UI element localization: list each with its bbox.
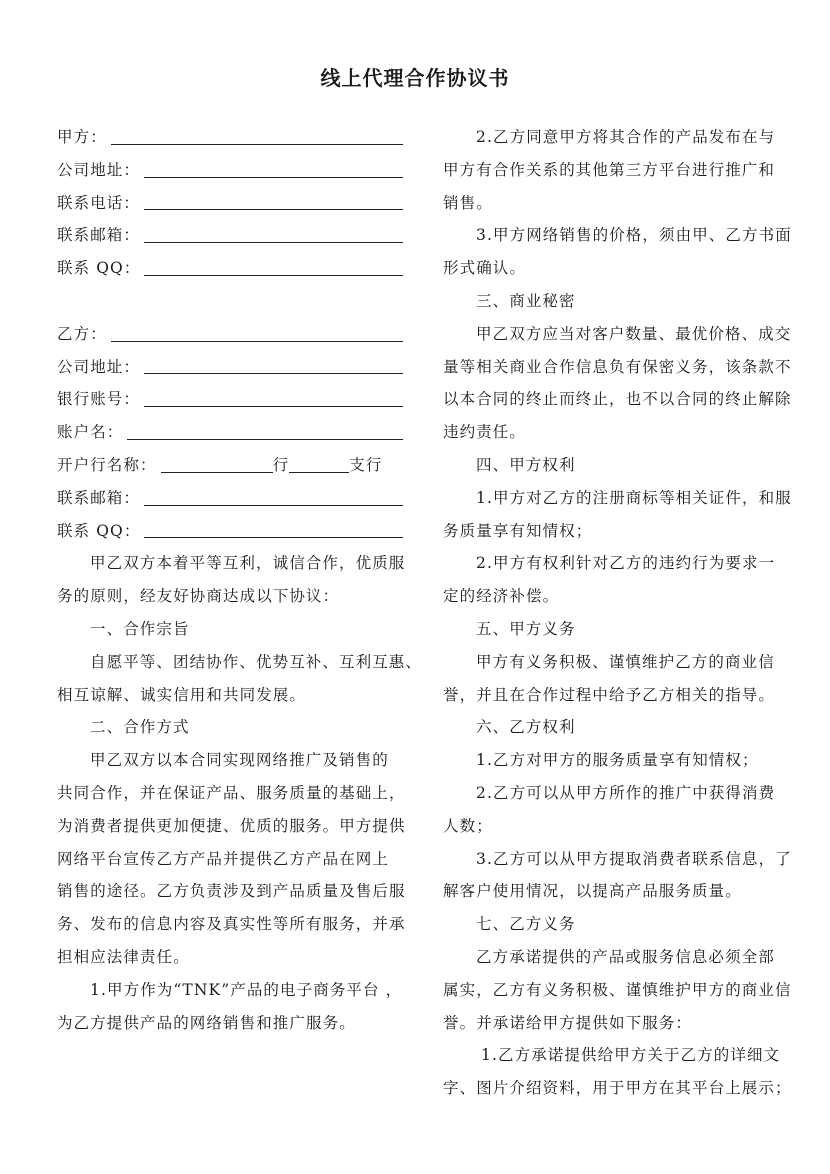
text-line: 甲乙双方本着平等互利，诚信合作，优质服 xyxy=(90,554,406,573)
field-blank-input[interactable] xyxy=(111,130,403,145)
text-line: 1.甲方作为“TNK”产品的电子商务平台 ， xyxy=(90,980,403,999)
text-line: 二、合作方式 xyxy=(90,718,190,737)
text-line: 销售。 xyxy=(443,193,493,212)
field-blank-input[interactable] xyxy=(111,327,403,342)
field-blank-input[interactable] xyxy=(127,425,403,440)
field-blank-input[interactable] xyxy=(144,163,403,178)
field-label: 联系电话： xyxy=(57,193,141,212)
text-line: 销售的途径。乙方负责涉及到产品质量及售后服 xyxy=(57,882,406,901)
text-line: 共同合作，并在保证产品、服务质量的基础上， xyxy=(57,783,406,802)
text-line: 形式确认。 xyxy=(443,259,527,278)
field-label: 联系 QQ： xyxy=(57,521,141,540)
text-line: 一、合作宗旨 xyxy=(90,619,190,638)
field-label: 开户行名称： xyxy=(57,455,157,474)
text-line: 甲方有合作关系的其他第三方平台进行推广和 xyxy=(443,160,776,179)
text-line: 违约责任。 xyxy=(443,423,527,442)
form-field xyxy=(57,351,403,384)
text-line: 甲方有义务积极、谨慎维护乙方的商业信 xyxy=(476,652,775,671)
text-line: 属实，乙方有义务积极、谨慎维护甲方的商业信 xyxy=(443,980,792,999)
spacer xyxy=(57,285,403,318)
text-line: 字、图片介绍资料，用于甲方在其平台上展示； xyxy=(443,1079,792,1098)
branch-suffix: 支行 xyxy=(349,455,383,474)
field-blank-input[interactable] xyxy=(144,392,403,407)
text-line: 3.乙方可以从甲方提取消费者联系信息，了 xyxy=(476,849,792,868)
field-blank-input[interactable] xyxy=(144,491,403,506)
text-line: 誉，并且在合作过程中给予乙方相关的指导。 xyxy=(443,685,776,704)
field-label: 联系 QQ： xyxy=(57,259,141,278)
text-line: 务、发布的信息内容及真实性等所有服务，并承 xyxy=(57,915,406,934)
text-line: 3.甲方网络销售的价格，须由甲、乙方书面 xyxy=(476,226,792,245)
text-line: 人数； xyxy=(443,816,493,835)
branch-name-blank[interactable] xyxy=(289,458,349,473)
text-line: 为乙方提供产品的网络销售和推广服务。 xyxy=(57,1013,356,1032)
text-line: 以本合同的终止而终止，也不以合同的终止解除 xyxy=(443,390,792,409)
text-line: 2.乙方可以从甲方所作的推广中获得消费 xyxy=(476,783,776,802)
left-column xyxy=(57,121,423,1039)
text-line: 2.乙方同意甲方将其合作的产品发布在与 xyxy=(476,128,776,146)
text-line: 1.乙方对甲方的服务质量享有知情权； xyxy=(476,751,759,770)
text-line: 担相应法律责任。 xyxy=(57,947,190,966)
text-line: 为消费者提供更加便捷、优质的服务。甲方提供 xyxy=(57,816,406,835)
text-line: 甲乙双方应当对客户数量、最优价格、成交 xyxy=(476,324,792,343)
bank-name-blank[interactable] xyxy=(161,458,273,473)
bank-name-field xyxy=(57,449,403,482)
field-label: 甲方： xyxy=(57,128,107,146)
field-label: 公司地址： xyxy=(57,160,141,179)
bank-suffix: 行 xyxy=(272,455,290,474)
document-title: 线上代理合作协议书 xyxy=(320,66,510,90)
field-blank-input[interactable] xyxy=(144,228,403,243)
text-line: 1.甲方对乙方的注册商标等相关证件，和服 xyxy=(476,488,792,507)
text-line: 六、乙方权利 xyxy=(476,718,576,737)
text-line: 甲乙双方以本合同实现网络推广及销售的 xyxy=(90,751,389,770)
text-line: 1.乙方承诺提供给甲方关于乙方的详细文 xyxy=(481,1046,781,1065)
text-line: 乙方承诺提供的产品或服务信息必须全部 xyxy=(476,947,775,966)
form-field xyxy=(57,318,403,351)
form-field xyxy=(57,252,403,285)
form-field xyxy=(57,482,403,515)
form-field xyxy=(57,219,403,252)
text-line: 网络平台宣传乙方产品并提供乙方产品在网上 xyxy=(57,849,390,868)
field-blank-input[interactable] xyxy=(144,195,403,210)
field-blank-input[interactable] xyxy=(144,359,403,374)
text-line: 2.甲方有权利针对乙方的违约行为要求一 xyxy=(476,554,776,573)
form-field xyxy=(57,187,403,220)
form-field xyxy=(57,383,403,416)
field-label: 联系邮箱： xyxy=(57,226,141,245)
text-line: 量等相关商业合作信息负有保密义务，该条款不 xyxy=(443,357,792,376)
field-label: 公司地址： xyxy=(57,357,141,376)
field-label: 账户名： xyxy=(57,423,124,442)
text-line: 务质量享有知情权； xyxy=(443,521,593,540)
field-blank-input[interactable] xyxy=(144,261,403,276)
text-line: 定的经济补偿。 xyxy=(443,587,560,606)
form-field xyxy=(57,121,403,154)
text-line: 三、商业秘密 xyxy=(476,291,576,310)
field-blank-input[interactable] xyxy=(144,523,403,538)
text-line: 誉。并承诺给甲方提供如下服务： xyxy=(443,1013,693,1032)
form-field xyxy=(57,515,403,548)
text-line: 自愿平等、团结协作、优势互补、互利互惠、 xyxy=(90,652,423,671)
field-label: 乙方： xyxy=(57,324,107,343)
text-line: 相互谅解、诚实信用和共同发展。 xyxy=(57,685,307,704)
text-line: 务的原则，经友好协商达成以下协议： xyxy=(57,587,340,606)
field-label: 联系邮箱： xyxy=(57,488,141,507)
text-line: 四、甲方权利 xyxy=(476,455,576,474)
form-field xyxy=(57,416,403,449)
text-line: 七、乙方义务 xyxy=(476,915,576,934)
field-label: 银行账号： xyxy=(57,390,141,409)
form-field xyxy=(57,154,403,187)
text-line: 五、甲方义务 xyxy=(476,619,576,638)
text-line: 解客户使用情况，以提高产品服务质量。 xyxy=(443,882,742,901)
right-column xyxy=(443,121,793,1105)
